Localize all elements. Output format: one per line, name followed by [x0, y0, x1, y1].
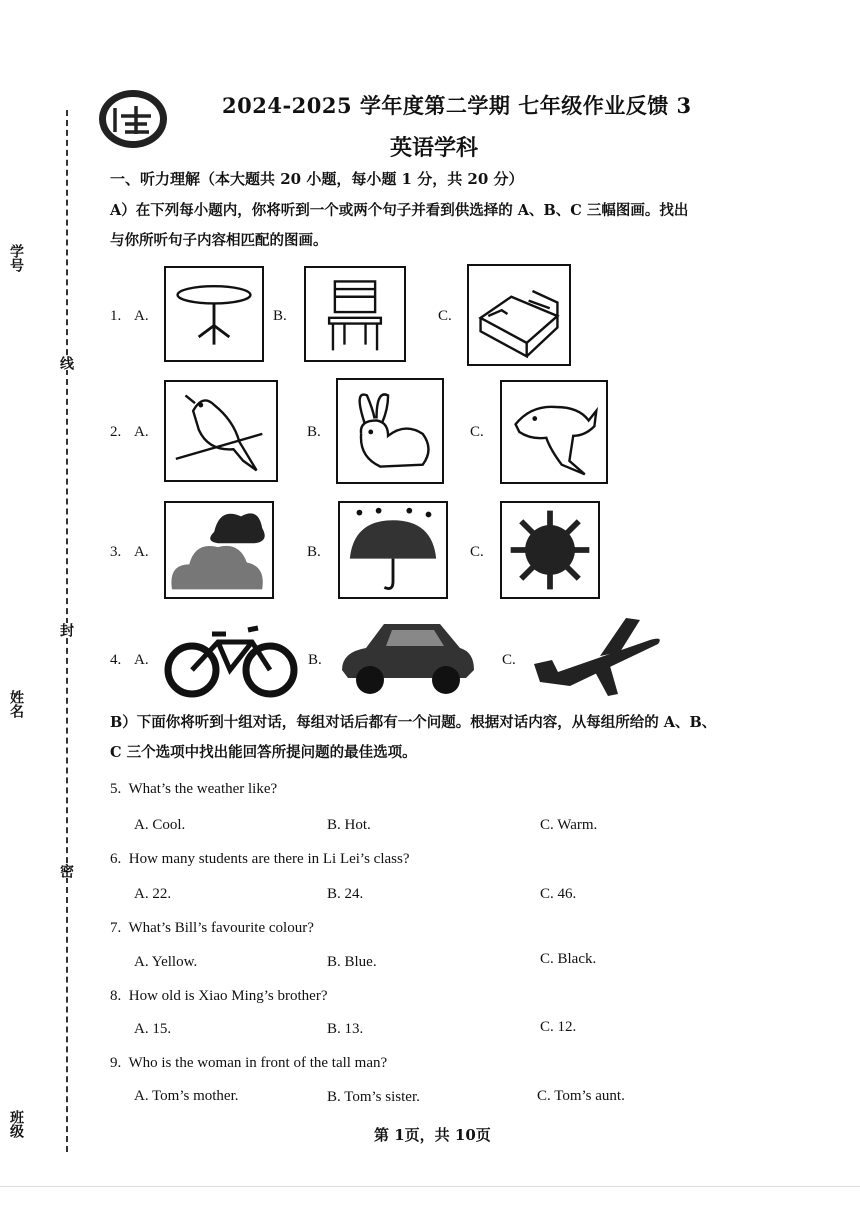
binding-margin — [0, 0, 80, 1216]
rainy-umbrella-icon — [338, 501, 448, 599]
answer-option-c: C. Black. — [540, 951, 597, 967]
question-number: 8. — [110, 988, 122, 1004]
option-label: B. — [273, 308, 287, 324]
answer-option-b: B. 13. — [327, 1021, 364, 1037]
option-label: B. — [307, 544, 321, 560]
answer-option-b: B. Blue. — [327, 954, 377, 970]
option-label: B. — [307, 424, 321, 440]
round-table-icon — [164, 266, 264, 362]
option-label: A. — [134, 424, 149, 440]
page-bottom-divider — [0, 1186, 860, 1187]
question-number: 4. — [110, 652, 122, 668]
question-text: What’s the weather like? — [128, 781, 278, 797]
answer-option-b: B. 24. — [327, 886, 364, 902]
label-mi: 密 — [58, 864, 74, 878]
answer-option-a: A. Yellow. — [134, 954, 198, 970]
question-number: 5. — [110, 781, 122, 797]
subject-title: 英语学科 — [390, 135, 479, 161]
page-footer: 第 1页，共 10页 — [374, 1126, 491, 1144]
option-label: C. — [470, 424, 484, 440]
question-5 — [110, 781, 277, 798]
answer-option-c: C. Tom’s aunt. — [537, 1088, 625, 1104]
option-label: C. — [502, 652, 516, 668]
answer-option-c: C. Warm. — [540, 817, 598, 833]
school-logo — [97, 88, 169, 150]
answer-option-a: A. Cool. — [134, 817, 186, 833]
part-a-line-1: A）在下列每小题内，你将听到一个或两个句子并看到供选择的 A、B、C 三幅图画。找出 — [110, 202, 689, 219]
bird-icon — [164, 380, 278, 482]
question-text: How old is Xiao Ming’s brother? — [128, 988, 328, 1004]
bicycle-icon — [162, 616, 300, 700]
dolphin-icon — [500, 380, 608, 484]
part-b-instructions — [110, 708, 770, 768]
part-a-line-2: 与你所听句子内容相匹配的图画。 — [110, 232, 328, 249]
label-name: 姓名 — [8, 690, 24, 718]
part-a-instructions — [110, 196, 770, 256]
answer-option-c: C. 46. — [540, 886, 577, 902]
question-number: 9. — [110, 1055, 122, 1071]
option-label: A. — [134, 544, 149, 560]
cloudy-icon — [164, 501, 274, 599]
question-7 — [110, 920, 314, 937]
question-number: 6. — [110, 851, 122, 867]
answer-option-b: B. Tom’s sister. — [327, 1089, 420, 1105]
label-student-number: 学号 — [8, 244, 24, 272]
chair-icon — [304, 266, 406, 362]
answer-option-c: C. 12. — [540, 1019, 577, 1035]
question-6 — [110, 851, 410, 868]
question-number: 1. — [110, 308, 122, 324]
part-b-line-2: C 三个选项中找出能回答所提问题的最佳选项。 — [110, 744, 417, 761]
sun-icon — [500, 501, 600, 599]
question-text: Who is the woman in front of the tall man? — [128, 1055, 388, 1071]
option-label: B. — [308, 652, 322, 668]
option-label: C. — [438, 308, 452, 324]
rabbit-icon — [336, 378, 444, 484]
answer-option-a: A. Tom’s mother. — [134, 1088, 239, 1104]
car-icon — [336, 614, 478, 700]
airplane-icon — [530, 614, 664, 700]
answer-option-a: A. 22. — [134, 886, 172, 902]
page-title: 2024-2025 学年度第二学期 七年级作业反馈 3 — [222, 93, 692, 118]
bed-icon — [467, 264, 571, 366]
question-number: 7. — [110, 920, 122, 936]
question-number: 3. — [110, 544, 122, 560]
question-text: What’s Bill’s favourite colour? — [128, 920, 314, 936]
part-b-line-1: B）下面你将听到十组对话，每组对话后都有一个问题。根据对话内容，从每组所给的 A、B、 — [110, 714, 717, 731]
label-class: 班级 — [8, 1110, 24, 1138]
option-label: A. — [134, 652, 149, 668]
label-feng: 封 — [58, 623, 74, 637]
option-label: A. — [134, 308, 149, 324]
answer-option-a: A. 15. — [134, 1021, 172, 1037]
question-9 — [110, 1055, 387, 1072]
section-heading: 一、听力理解（本大题共 20 小题，每小题 1 分，共 20 分） — [110, 170, 524, 188]
option-label: C. — [470, 544, 484, 560]
question-text: How many students are there in Li Lei’s class? — [128, 851, 410, 867]
question-number: 2. — [110, 424, 122, 440]
question-8 — [110, 988, 327, 1005]
answer-option-b: B. Hot. — [327, 817, 371, 833]
label-xian: 线 — [58, 356, 74, 370]
